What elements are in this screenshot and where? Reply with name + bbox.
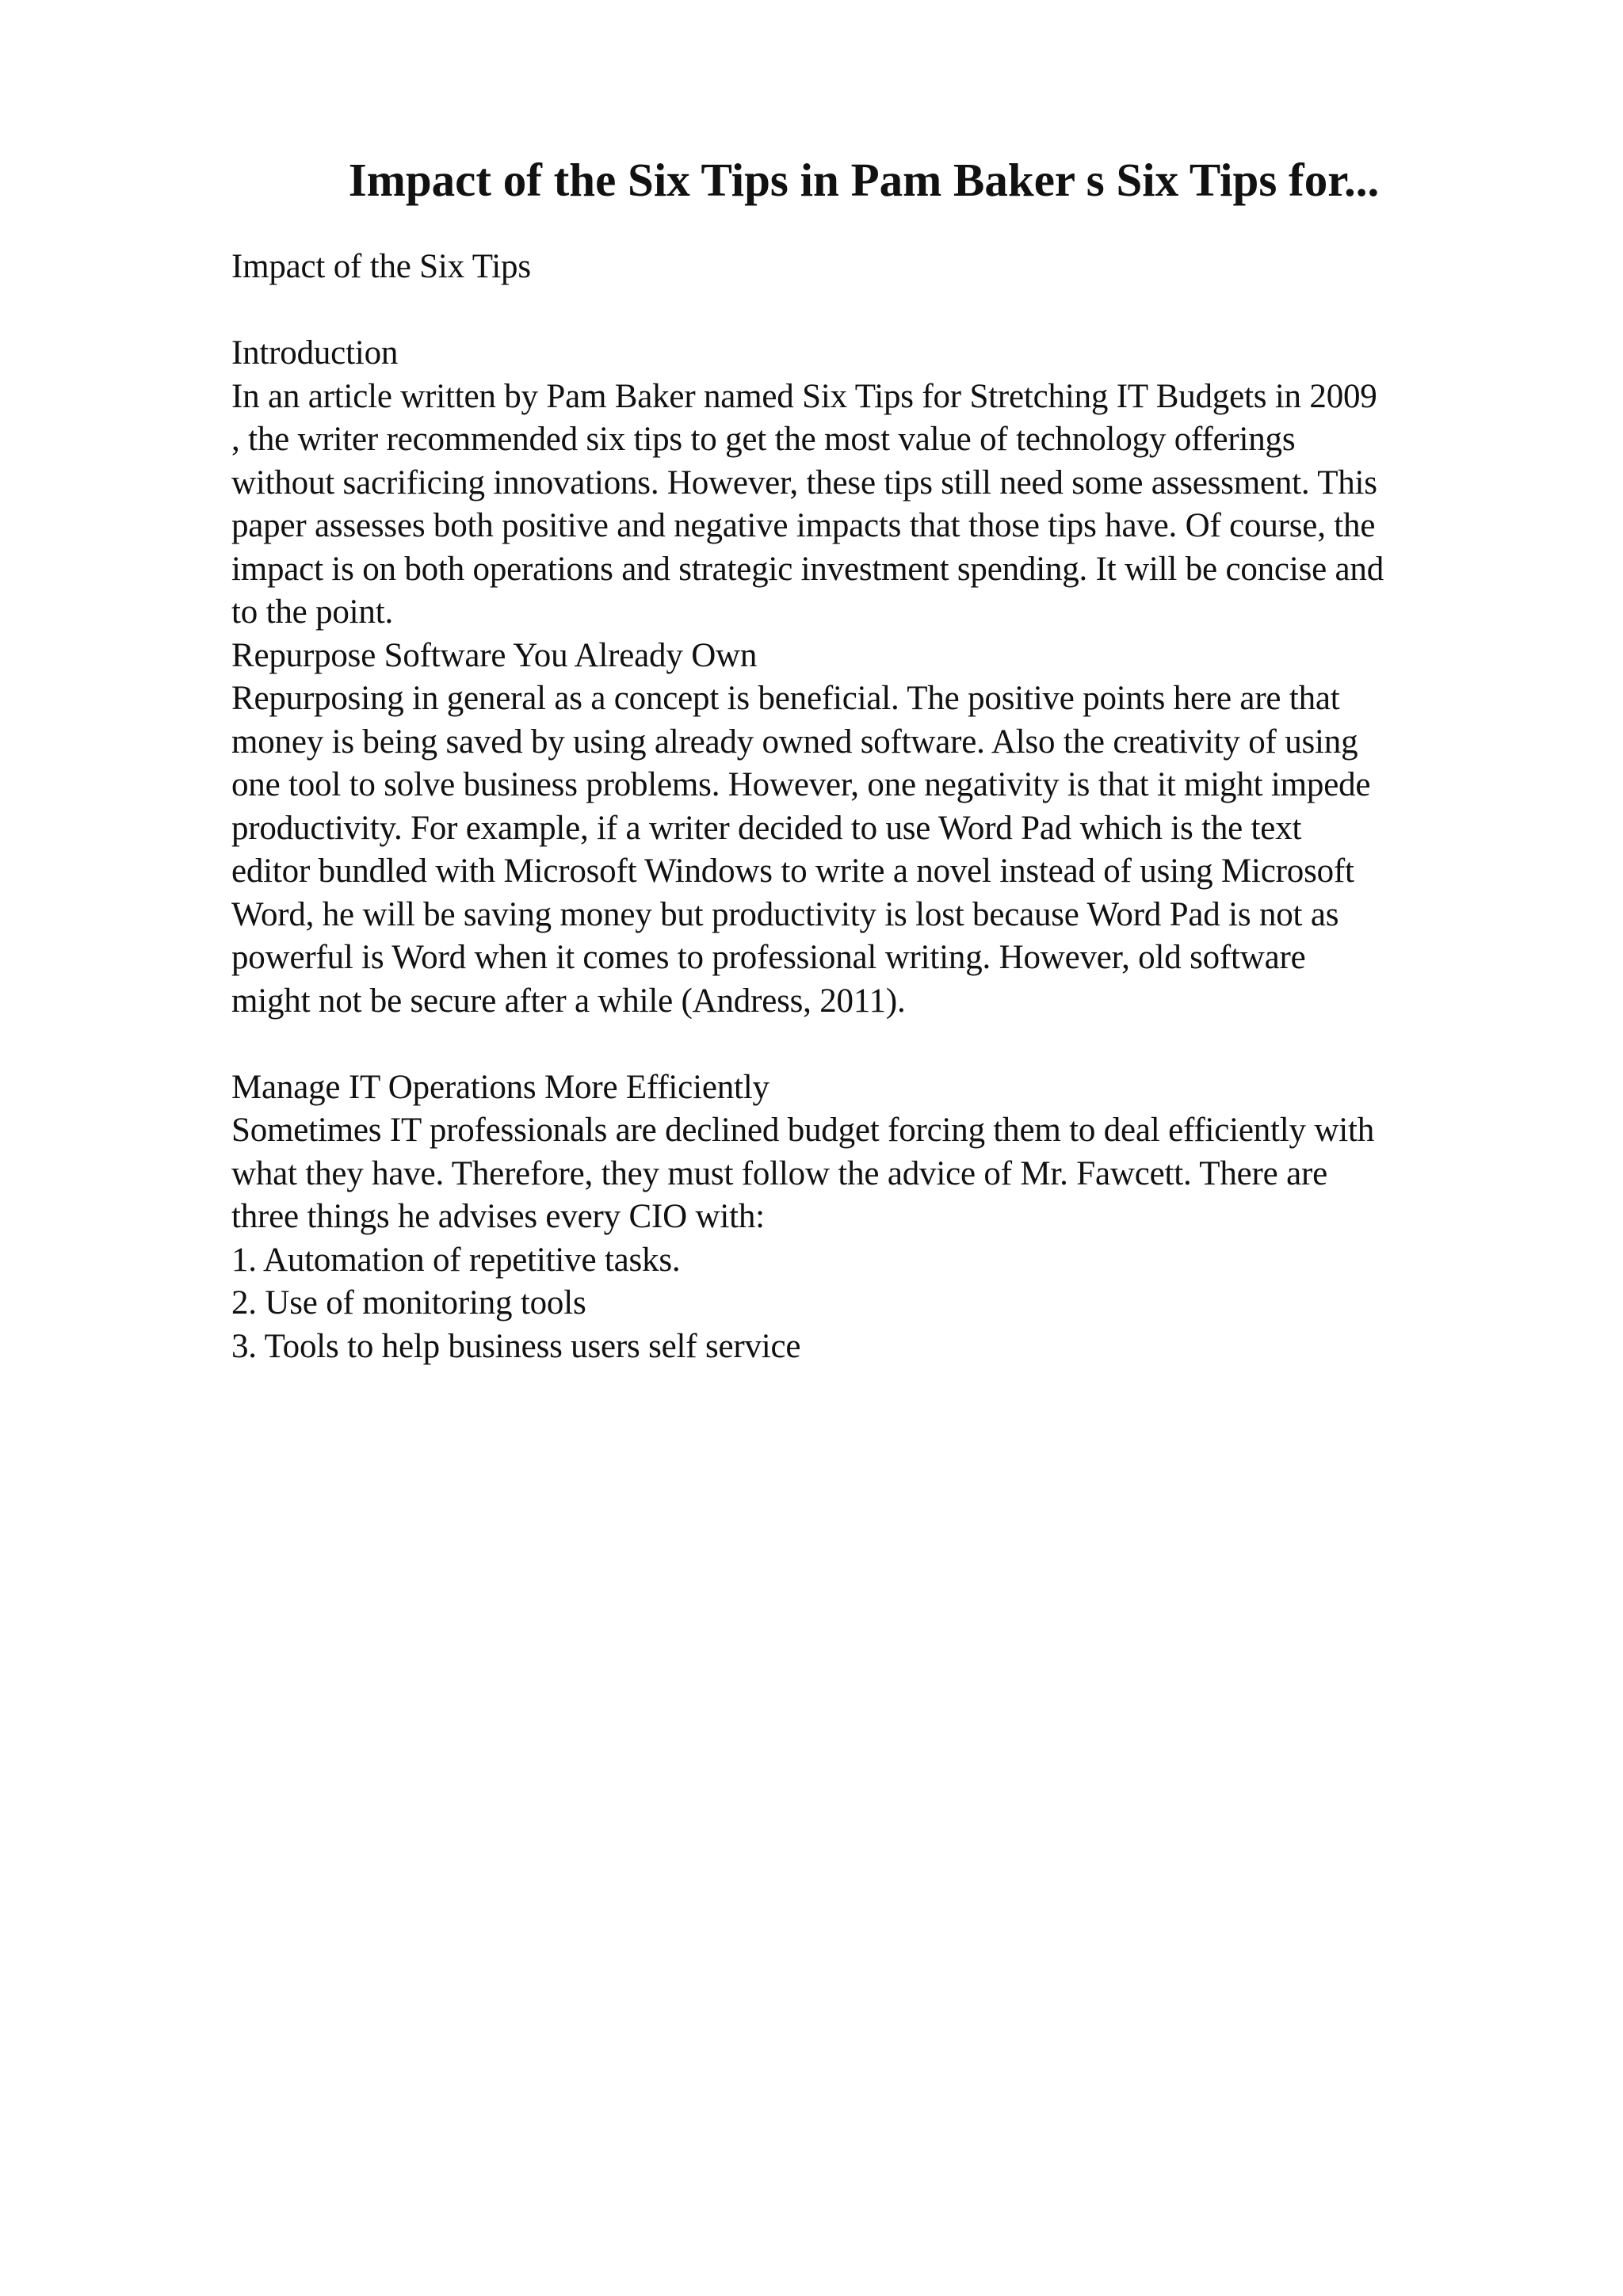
- section-heading: Manage IT Operations More Efficiently: [231, 1068, 769, 1106]
- paragraph-line: what they have. Therefore, they must follow the advice of Mr. Fawcett. There are: [231, 1154, 1327, 1192]
- list-item: 2. Use of monitoring tools: [231, 1284, 586, 1322]
- section-repurpose-software: [231, 635, 1515, 1024]
- section-manage-it-operations: [231, 1066, 1515, 1369]
- paragraph-line: to the point.: [231, 593, 394, 631]
- list-item: 3. Tools to help business users self service: [231, 1327, 801, 1365]
- paragraph-line: paper assesses both positive and negative impacts that those tips have. Of course, the: [231, 507, 1376, 544]
- paragraph-line: without sacrificing innovations. However, these tips still need some assessment. This: [231, 463, 1377, 502]
- paragraph-line: productivity. For example, if a writer decided to use Word Pad which is the text: [231, 809, 1302, 847]
- document-body: [231, 246, 1515, 1368]
- section-heading: Repurpose Software You Already Own: [231, 636, 758, 674]
- blank-line: [231, 1023, 1515, 1066]
- paragraph-line: In an article written by Pam Baker named Six Tips for Stretching IT Budgets in 2009: [231, 377, 1377, 415]
- paragraph-line: editor bundled with Microsoft Windows to write a novel instead of using Microsoft: [231, 852, 1354, 890]
- paragraph-line: one tool to solve business problems. However, one negativity is that it might impede: [231, 766, 1371, 803]
- section-heading: Introduction: [231, 334, 399, 372]
- document-subtitle: Impact of the Six Tips: [231, 248, 531, 285]
- paragraph-line: , the writer recommended six tips to get the most value of technology offerings: [231, 421, 1296, 458]
- paragraph-line: Repurposing in general as a concept is beneficial. The positive points here are that: [231, 680, 1340, 717]
- document-title: Impact of the Six Tips in Pam Baker s Six Tips for...: [348, 154, 1380, 206]
- blank-line: [231, 289, 1515, 333]
- section-introduction: [231, 332, 1515, 635]
- paragraph-line: impact is on both operations and strategic investment spending. It will be concise and: [231, 550, 1384, 588]
- paragraph-line: money is being saved by using already owned software. Also the creativity of using: [231, 723, 1358, 761]
- paragraph-line: three things he advises every CIO with:: [231, 1198, 765, 1235]
- paragraph-line: Word, he will be saving money but productivity is lost because Word Pad is not as: [231, 895, 1339, 933]
- list-item: 1. Automation of repetitive tasks.: [231, 1241, 681, 1279]
- paragraph-line: Sometimes IT professionals are declined budget forcing them to deal efficiently with: [231, 1112, 1375, 1149]
- paragraph-line: might not be secure after a while (Andress, 2011).: [231, 982, 906, 1020]
- paragraph-line: powerful is Word when it comes to professional writing. However, old software: [231, 939, 1306, 976]
